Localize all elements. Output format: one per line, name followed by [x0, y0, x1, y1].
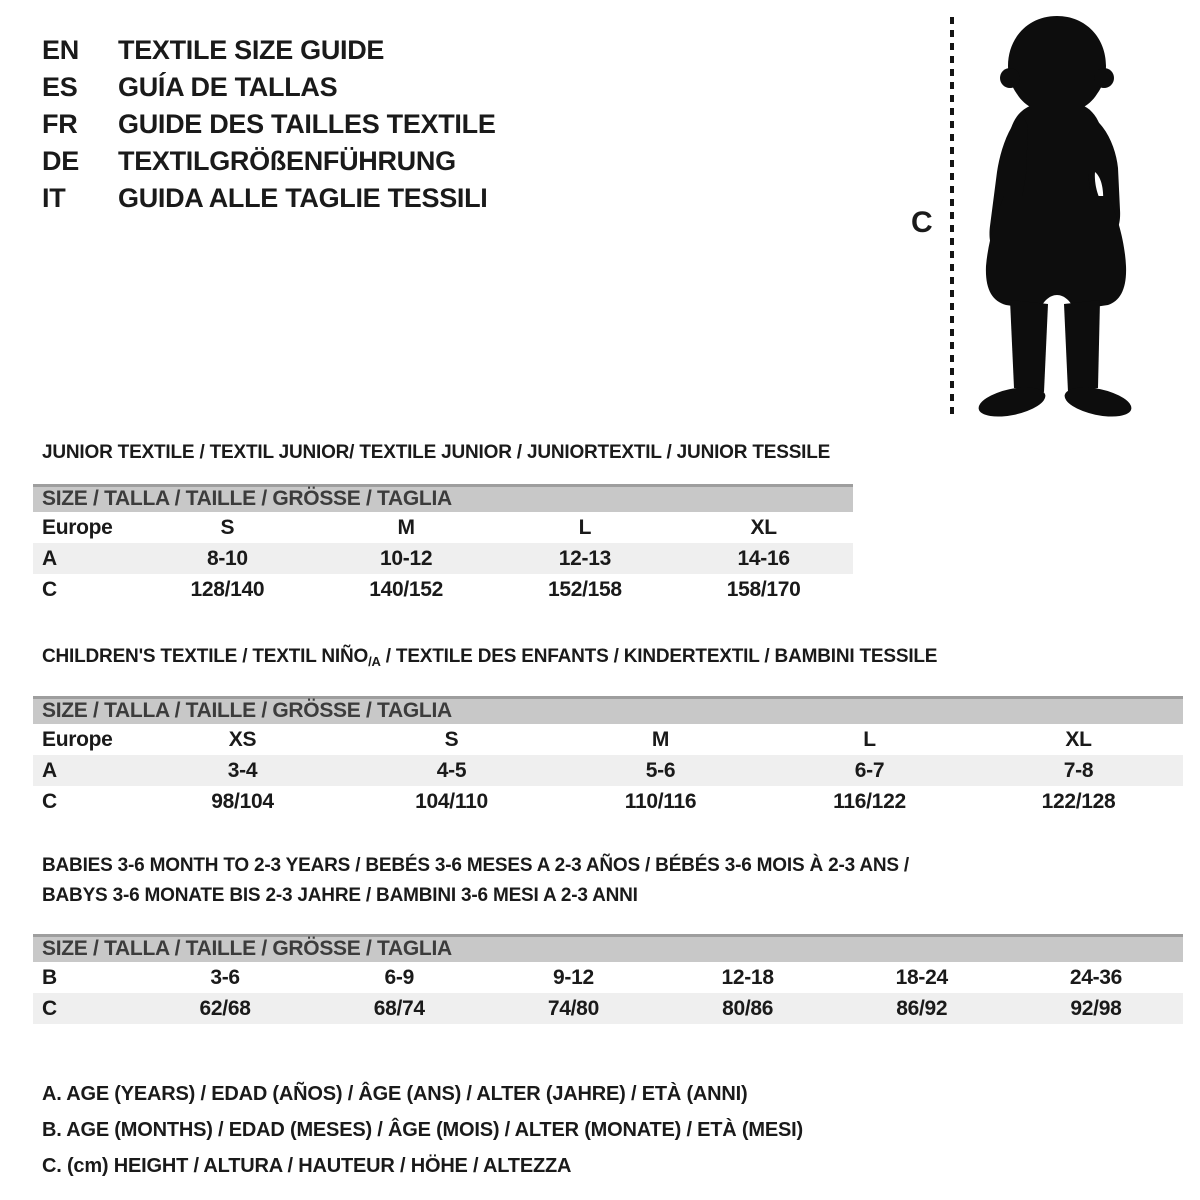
row-label: A: [42, 758, 57, 782]
size-cell: 6-9: [384, 965, 414, 989]
junior-size-table: [33, 484, 853, 605]
size-cell: 158/170: [726, 577, 801, 601]
language-title: GUIDA ALLE TAGLIE TESSILI: [118, 183, 488, 213]
size-cell: XL: [750, 515, 777, 539]
size-cell: S: [220, 515, 235, 539]
size-cell: 12-18: [721, 965, 774, 989]
language-title: TEXTILGRÖßENFÜHRUNG: [118, 146, 456, 176]
section-title-line2: BABYS 3-6 MONATE BIS 2-3 JAHRE / BAMBINI 3-6 MESI A 2-3 ANNI: [42, 885, 638, 906]
language-code: FR: [42, 109, 78, 139]
size-cell: 140/152: [369, 577, 444, 601]
section-babies-textile: [33, 851, 1200, 1024]
section-title-text: / TEXTILE DES ENFANTS / KINDERTEXTIL / BAMBINI TESSILE: [380, 646, 938, 667]
legend-line-b: B. AGE (MONTHS) / EDAD (MESES) / ÂGE (MOIS) / ALTER (MONATE) / ETÀ (MESI): [42, 1119, 803, 1141]
row-label: A: [42, 546, 57, 570]
size-cell: 62/68: [199, 996, 251, 1020]
babies-size-table: [33, 934, 1183, 1024]
children-size-table: [33, 696, 1183, 817]
size-cell: 122/128: [1041, 789, 1116, 813]
size-cell: 8-10: [206, 546, 248, 570]
size-cell: 5-6: [645, 758, 676, 782]
size-cell: 80/86: [722, 996, 774, 1020]
height-figure: [0, 0, 1200, 440]
size-cell: 18-24: [895, 965, 948, 989]
size-cell: XS: [228, 727, 257, 751]
section-title: [33, 851, 1200, 911]
size-cell: S: [444, 727, 459, 751]
size-cell: 152/158: [547, 577, 622, 601]
size-header-bar: SIZE / TALLA / TAILLE / GRÖSSE / TAGLIA: [33, 484, 853, 512]
size-cell: L: [578, 515, 592, 539]
section-title: JUNIOR TEXTILE / TEXTIL JUNIOR/ TEXTILE JUNIOR / JUNIORTEXTIL / JUNIOR TESSILE: [42, 442, 831, 463]
language-code: EN: [42, 35, 79, 65]
section-title-subscript: /A: [368, 654, 381, 669]
height-measure-label: C: [911, 206, 933, 239]
language-title: GUÍA DE TALLAS: [118, 72, 338, 102]
size-cell: 24-36: [1069, 965, 1123, 989]
legend-line-c: C. (cm) HEIGHT / ALTURA / HAUTEUR / HÖHE / ALTEZZA: [42, 1155, 572, 1177]
size-cell: 116/122: [833, 789, 906, 813]
size-cell: 9-12: [553, 965, 594, 989]
size-cell: 6-7: [854, 758, 885, 782]
section-childrens-textile: [33, 645, 1200, 817]
size-cell: 12-13: [558, 546, 611, 570]
size-cell: M: [397, 515, 415, 539]
table-row-b: [33, 962, 1183, 993]
table-row-europe: [33, 724, 1183, 755]
table-row-c: [33, 993, 1183, 1024]
size-cell: 98/104: [211, 789, 274, 813]
legend-line-a: A. AGE (YEARS) / EDAD (AÑOS) / ÂGE (ANS) / ALTER (JAHRE) / ETÀ (ANNI): [42, 1083, 748, 1105]
language-code: IT: [42, 183, 66, 213]
table-row-c: [33, 574, 853, 605]
row-label: C: [42, 577, 57, 601]
row-label: Europe: [42, 727, 113, 751]
size-cell: 68/74: [373, 996, 425, 1020]
size-cell: 92/98: [1070, 996, 1122, 1020]
section-title-line1: BABIES 3-6 MONTH TO 2-3 YEARS / BEBÉS 3-6 MESES A 2-3 AÑOS / BÉBÉS 3-6 MOIS À 2-3 ANS /: [42, 855, 910, 876]
row-label: B: [42, 965, 57, 989]
size-cell: 10-12: [380, 546, 433, 570]
size-header-bar: SIZE / TALLA / TAILLE / GRÖSSE / TAGLIA: [33, 696, 1183, 724]
language-title: TEXTILE SIZE GUIDE: [118, 35, 385, 65]
size-cell: L: [863, 727, 876, 751]
size-cell: M: [651, 727, 670, 751]
row-label: C: [42, 789, 57, 813]
size-header-bar: SIZE / TALLA / TAILLE / GRÖSSE / TAGLIA: [33, 934, 1183, 962]
baby-silhouette-icon: [968, 14, 1140, 420]
size-cell: 3-4: [227, 758, 258, 782]
size-cell: 74/80: [547, 996, 599, 1020]
size-cell: 110/116: [624, 789, 697, 813]
table-row-a: [33, 543, 853, 574]
table-row-a: [33, 755, 1183, 786]
language-title: GUIDE DES TAILLES TEXTILE: [118, 109, 496, 139]
language-code: ES: [42, 72, 78, 102]
table-row-c: [33, 786, 1183, 817]
size-cell: 3-6: [210, 965, 240, 989]
legend: [42, 1076, 1200, 1184]
row-label: Europe: [42, 515, 113, 539]
section-title-text: CHILDREN'S TEXTILE / TEXTIL NIÑO: [42, 646, 369, 667]
size-cell: 7-8: [1063, 758, 1094, 782]
size-cell: 104/110: [415, 789, 488, 813]
language-code: DE: [42, 146, 79, 176]
size-cell: 14-16: [737, 546, 790, 570]
row-label: C: [42, 996, 57, 1020]
size-cell: XL: [1065, 727, 1092, 751]
size-cell: 128/140: [190, 577, 265, 601]
size-cell: 4-5: [436, 758, 467, 782]
section-junior-textile: [33, 441, 1200, 605]
size-cell: 86/92: [896, 996, 948, 1020]
height-dashed-line: [950, 17, 954, 416]
table-row-europe: [33, 512, 853, 543]
section-title: [33, 645, 1200, 674]
